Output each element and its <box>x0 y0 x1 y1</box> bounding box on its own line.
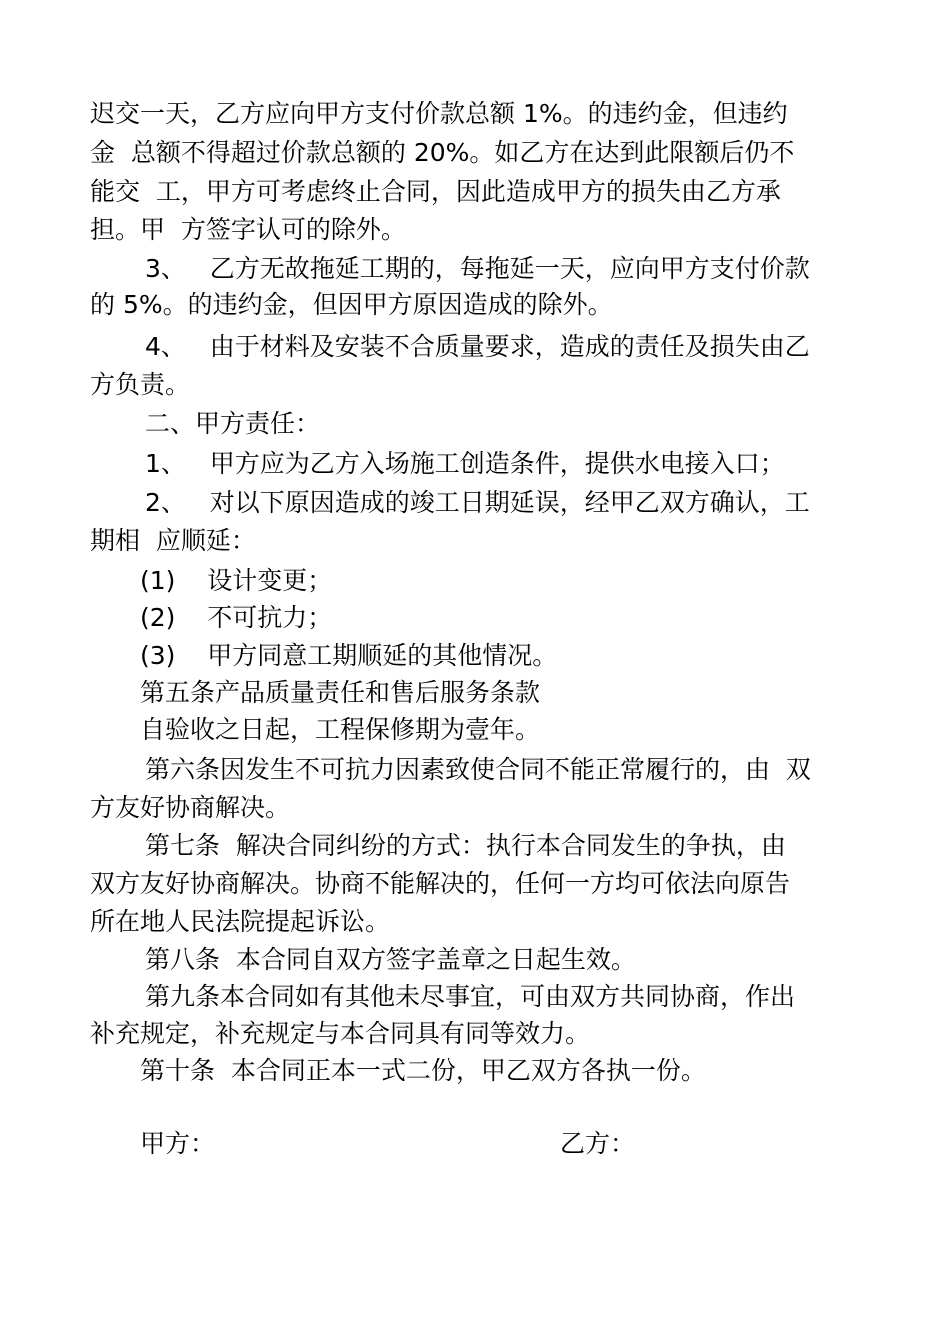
article-6: 第六条因发生不可抗力因素致使合同不能正常履行的，由 双 <box>145 755 811 784</box>
text-line: 双方友好协商解决。协商不能解决的，任何一方均可依法向原告 <box>90 869 791 898</box>
text-line: 方友好协商解决。 <box>90 793 291 822</box>
sub-item-2: (2) 不可抗力； <box>140 603 333 632</box>
article-8: 第八条 本合同自双方签字盖章之日起生效。 <box>145 945 636 974</box>
clause-1: 1、 甲方应为乙方入场施工创造条件，提供水电接入口； <box>145 449 785 478</box>
article-9: 第九条本合同如有其他未尽事宜，可由双方共同协商，作出 <box>145 982 796 1011</box>
text-line: 金 总额不得超过价款总额的 20%。如乙方在达到此限额后仍不 <box>90 138 795 167</box>
section-heading: 二、甲方责任： <box>145 409 321 438</box>
clause-2: 2、 对以下原因造成的竣工日期延误，经甲乙双方确认，工 <box>145 488 810 517</box>
party-b-signature-label: 乙方： <box>560 1129 636 1158</box>
text-line: 能交 工，甲方可考虑终止合同，因此造成甲方的损失由乙方承 <box>90 177 781 206</box>
text-line: 补充规定，补充规定与本合同具有同等效力。 <box>90 1019 591 1048</box>
sub-item-3: (3) 甲方同意工期顺延的其他情况。 <box>140 641 558 670</box>
text-line: 方负责。 <box>90 370 191 399</box>
article-10: 第十条 本合同正本一式二份，甲乙双方各执一份。 <box>140 1056 706 1085</box>
article-7: 第七条 解决合同纠纷的方式：执行本合同发生的争执，由 <box>145 831 786 860</box>
clause-3: 3、 乙方无故拖延工期的，每拖延一天，应向甲方支付价款 <box>145 254 810 283</box>
text-line: 所在地人民法院提起诉讼。 <box>90 907 391 936</box>
sub-item-1: (1) 设计变更； <box>140 566 333 595</box>
text-line: 担。甲 方签字认可的除外。 <box>90 215 406 244</box>
article-5-title: 第五条产品质量责任和售后服务条款 <box>140 678 541 707</box>
party-a-signature-label: 甲方： <box>140 1129 216 1158</box>
clause-4: 4、 由于材料及安装不合质量要求，造成的责任及损失由乙 <box>145 332 810 361</box>
article-5-body: 自验收之日起，工程保修期为壹年。 <box>140 715 541 744</box>
text-line: 期相 应顺延： <box>90 526 256 555</box>
text-line: 迟交一天，乙方应向甲方支付价款总额 1%。的违约金，但违约 <box>90 99 788 128</box>
text-line: 的 5%。的违约金，但因甲方原因造成的除外。 <box>90 290 613 319</box>
